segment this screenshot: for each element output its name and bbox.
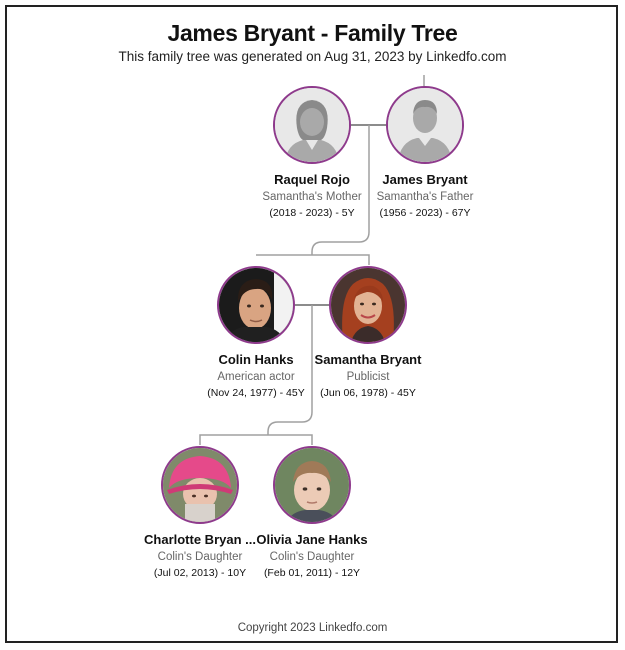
person-name: Olivia Jane Hanks <box>256 532 368 547</box>
page-title: James Bryant - Family Tree <box>167 20 458 46</box>
portrait-photo <box>217 266 295 344</box>
portrait-photo <box>161 446 239 524</box>
person-dates: (1956 - 2023) - 67Y <box>379 207 471 219</box>
person-role: American actor <box>217 371 295 383</box>
person-role: Colin's Daughter <box>157 551 243 563</box>
person-dates: (Jun 06, 1978) - 45Y <box>320 387 416 399</box>
person-role: Colin's Daughter <box>269 551 355 563</box>
portrait-photo <box>273 446 351 524</box>
person-james-bryant[interactable] <box>365 86 485 219</box>
person-raquel-rojo[interactable] <box>252 86 372 219</box>
person-name: Colin Hanks <box>218 352 294 367</box>
person-dates: (Jul 02, 2013) - 10Y <box>153 567 247 579</box>
person-name: Samantha Bryant <box>314 352 422 367</box>
person-role: Publicist <box>346 371 390 383</box>
connector-gen2-bar <box>256 255 369 265</box>
person-dates: (2018 - 2023) - 5Y <box>269 207 355 219</box>
person-role: Samantha's Father <box>376 191 474 203</box>
copyright-footer: Copyright 2023 Linkedfo.com <box>237 622 388 634</box>
person-dates: (Feb 01, 2011) - 12Y <box>263 567 361 579</box>
person-samantha-bryant[interactable] <box>308 266 428 399</box>
male-silhouette-icon <box>386 86 464 164</box>
connector-gen3-bar <box>200 435 312 445</box>
person-olivia-jane-hanks[interactable] <box>252 446 372 579</box>
female-silhouette-icon <box>273 86 351 164</box>
page-subtitle: This family tree was generated on Aug 31, 2023 by Linkedfo.com <box>118 49 507 64</box>
person-charlotte[interactable] <box>140 446 260 579</box>
person-dates: (Nov 24, 1977) - 45Y <box>207 387 305 399</box>
person-name: Charlotte Bryan ... <box>144 532 256 547</box>
person-name: Raquel Rojo <box>274 172 350 187</box>
person-role: Samantha's Mother <box>262 191 362 203</box>
portrait-photo <box>329 266 407 344</box>
person-name: James Bryant <box>382 172 468 187</box>
person-colin-hanks[interactable] <box>196 266 316 399</box>
